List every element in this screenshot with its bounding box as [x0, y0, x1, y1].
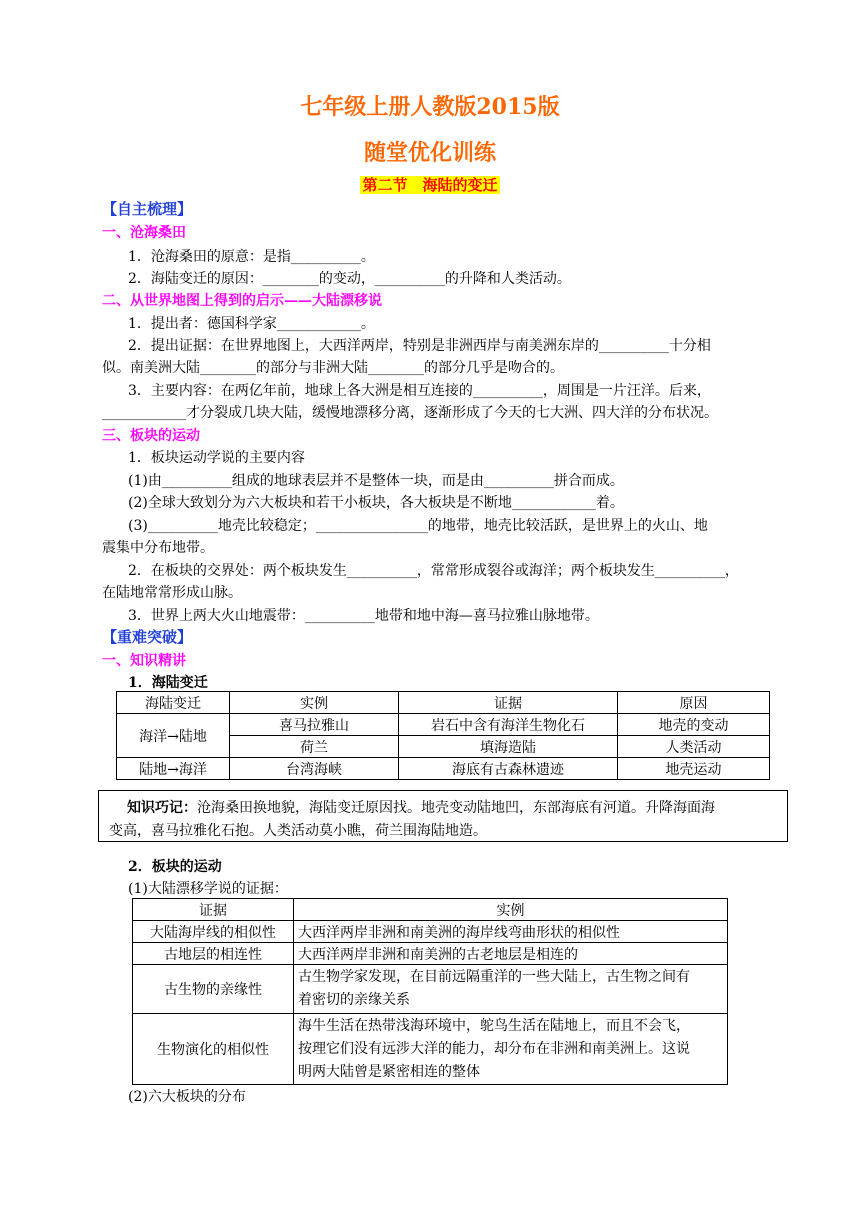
tip-label: 知识巧记： [127, 800, 197, 816]
section-title-wrap [0, 174, 860, 195]
category-3: 三、板块的运动 [102, 428, 200, 444]
q-line: 震集中分布地带。 [102, 540, 214, 556]
section-title: 第二节 海陆的变迁 [362, 176, 498, 194]
table-header-cell: 实例 [230, 692, 399, 714]
table-header-cell: 证据 [399, 692, 618, 714]
table-cell: 岩石中含有海洋生物化石 [399, 714, 618, 736]
table-cell: 地壳运动 [618, 758, 770, 780]
q-line: 1．提出者：德国科学家____________。 [128, 316, 375, 332]
cell-line: 海牛生活在热带浅海环境中，鸵鸟生活在陆地上，而且不会飞， [298, 1017, 690, 1034]
tip-text: 沧海桑田换地貌，海陆变迁原因找。地壳变动陆地凹，东部海底有河道。升降海面海 [197, 800, 715, 816]
q-line: (2)全球大致划分为六大板块和若干小板块，各大板块是不断地____________着。 [128, 495, 624, 511]
table-header-cell: 原因 [618, 692, 770, 714]
table-drift-evidence [132, 898, 728, 1085]
table-header-cell: 实例 [294, 899, 728, 921]
table-header-cell: 海陆变迁 [117, 692, 230, 714]
tip-line [109, 797, 777, 820]
q-line: 2．海陆变迁的原因：________的变动，__________的升降和人类活动。 [128, 271, 571, 287]
cell-line: 明两大陆曾是紧密相连的整体 [298, 1063, 480, 1080]
q-line: 3．主要内容：在两亿年前，地球上各大洲是相互连接的__________，周围是一片汪洋。后来， [128, 383, 711, 399]
q-line: 1．板块运动学说的主要内容 [128, 450, 305, 466]
table-cell: 台湾海峡 [230, 758, 399, 780]
heading-key-points: 【重难突破】 [102, 628, 193, 646]
table-cell: 地壳的变动 [618, 714, 770, 736]
table-cell: 大陆海岸线的相似性 [133, 921, 294, 943]
heading-self-review: 【自主梳理】 [102, 200, 193, 218]
q-line: (3)__________地壳比较稳定；________________的地带，地壳比较活跃，是世界上的火山、地 [128, 518, 708, 534]
q-line: (1)由__________组成的地球表层并不是整体一块，而是由__________拼合而成。 [128, 473, 624, 489]
table-cell: 荷兰 [230, 736, 399, 758]
table-cell: 喜马拉雅山 [230, 714, 399, 736]
table-header-row [117, 692, 770, 714]
q-line: 2．提出证据：在世界地图上，大西洋两岸，特别是非洲西岸与南美洲东岸的__________十分相 [128, 338, 711, 354]
table-cell: 古生物的亲缘性 [133, 965, 294, 1014]
page-subtitle: 随堂优化训练 [363, 140, 496, 166]
table-row [133, 943, 728, 965]
table-cell: 大西洋两岸非洲和南美洲的古老地层是相连的 [294, 943, 728, 965]
q-line: 在陆地常常形成山脉。 [102, 585, 242, 601]
table-row [117, 714, 770, 736]
table-cell: 陆地→海洋 [117, 758, 230, 780]
q-line: 2．在板块的交界处：两个板块发生__________，常常形成裂谷或海洋；两个板块发生__________， [128, 563, 739, 579]
cell-line: 古生物学家发现，在目前远隔重洋的一些大陆上，古生物之间有 [298, 969, 690, 985]
q-line: 似。南美洲大陆________的部分与非洲大陆________的部分几乎是吻合的。 [102, 360, 564, 376]
cell-line: 按理它们没有远涉大洋的能力，却分布在非洲和南美洲上。这说 [298, 1040, 690, 1057]
table-cell [294, 1014, 728, 1085]
subheading-1: 1．海陆变迁 [128, 675, 208, 691]
table-row [117, 758, 770, 780]
table-cell: 生物演化的相似性 [133, 1014, 294, 1085]
category-1: 一、沧海桑田 [102, 225, 186, 241]
subheading-2: 2．板块的运动 [128, 859, 222, 875]
table-header-row [133, 899, 728, 921]
table-cell [294, 965, 728, 1014]
table-cell: 大西洋两岸非洲和南美洲的海岸线弯曲形状的相似性 [294, 921, 728, 943]
table-cell: 海底有古森林遗迹 [399, 758, 618, 780]
table-row [133, 1014, 728, 1085]
table-row [133, 965, 728, 1014]
subheading-2a: (1)大陆漂移学说的证据： [128, 881, 288, 897]
table-cell: 海洋→陆地 [117, 714, 230, 758]
memory-tip-box [98, 790, 788, 842]
table-cell: 古地层的相连性 [133, 943, 294, 965]
table-sea-land [116, 691, 770, 780]
cell-line: 着密切的亲缘关系 [298, 992, 410, 1008]
q-line: 1．沧海桑田的原意：是指__________。 [128, 249, 375, 265]
table-row [133, 921, 728, 943]
subheading-2b: (2)六大板块的分布 [128, 1089, 246, 1105]
q-line: ____________才分裂成几块大陆，缓慢地漂移分离，逐渐形成了今天的七大洲、四大洋的分布状况。 [102, 405, 718, 421]
q-line: 3．世界上两大火山地震带：__________地带和地中海—喜马拉雅山脉地带。 [128, 608, 599, 624]
table-cell: 人类活动 [618, 736, 770, 758]
tip-line: 变高，喜马拉雅化石抱。人类活动莫小瞧，荷兰围海陆地造。 [109, 823, 487, 839]
category-knowledge: 一、知识精讲 [102, 653, 186, 669]
page-title: 七年级上册人教版2015版 [300, 94, 560, 120]
table-header-cell: 证据 [133, 899, 294, 921]
table-cell: 填海造陆 [399, 736, 618, 758]
category-2: 二、从世界地图上得到的启示——大陆漂移说 [102, 293, 382, 309]
